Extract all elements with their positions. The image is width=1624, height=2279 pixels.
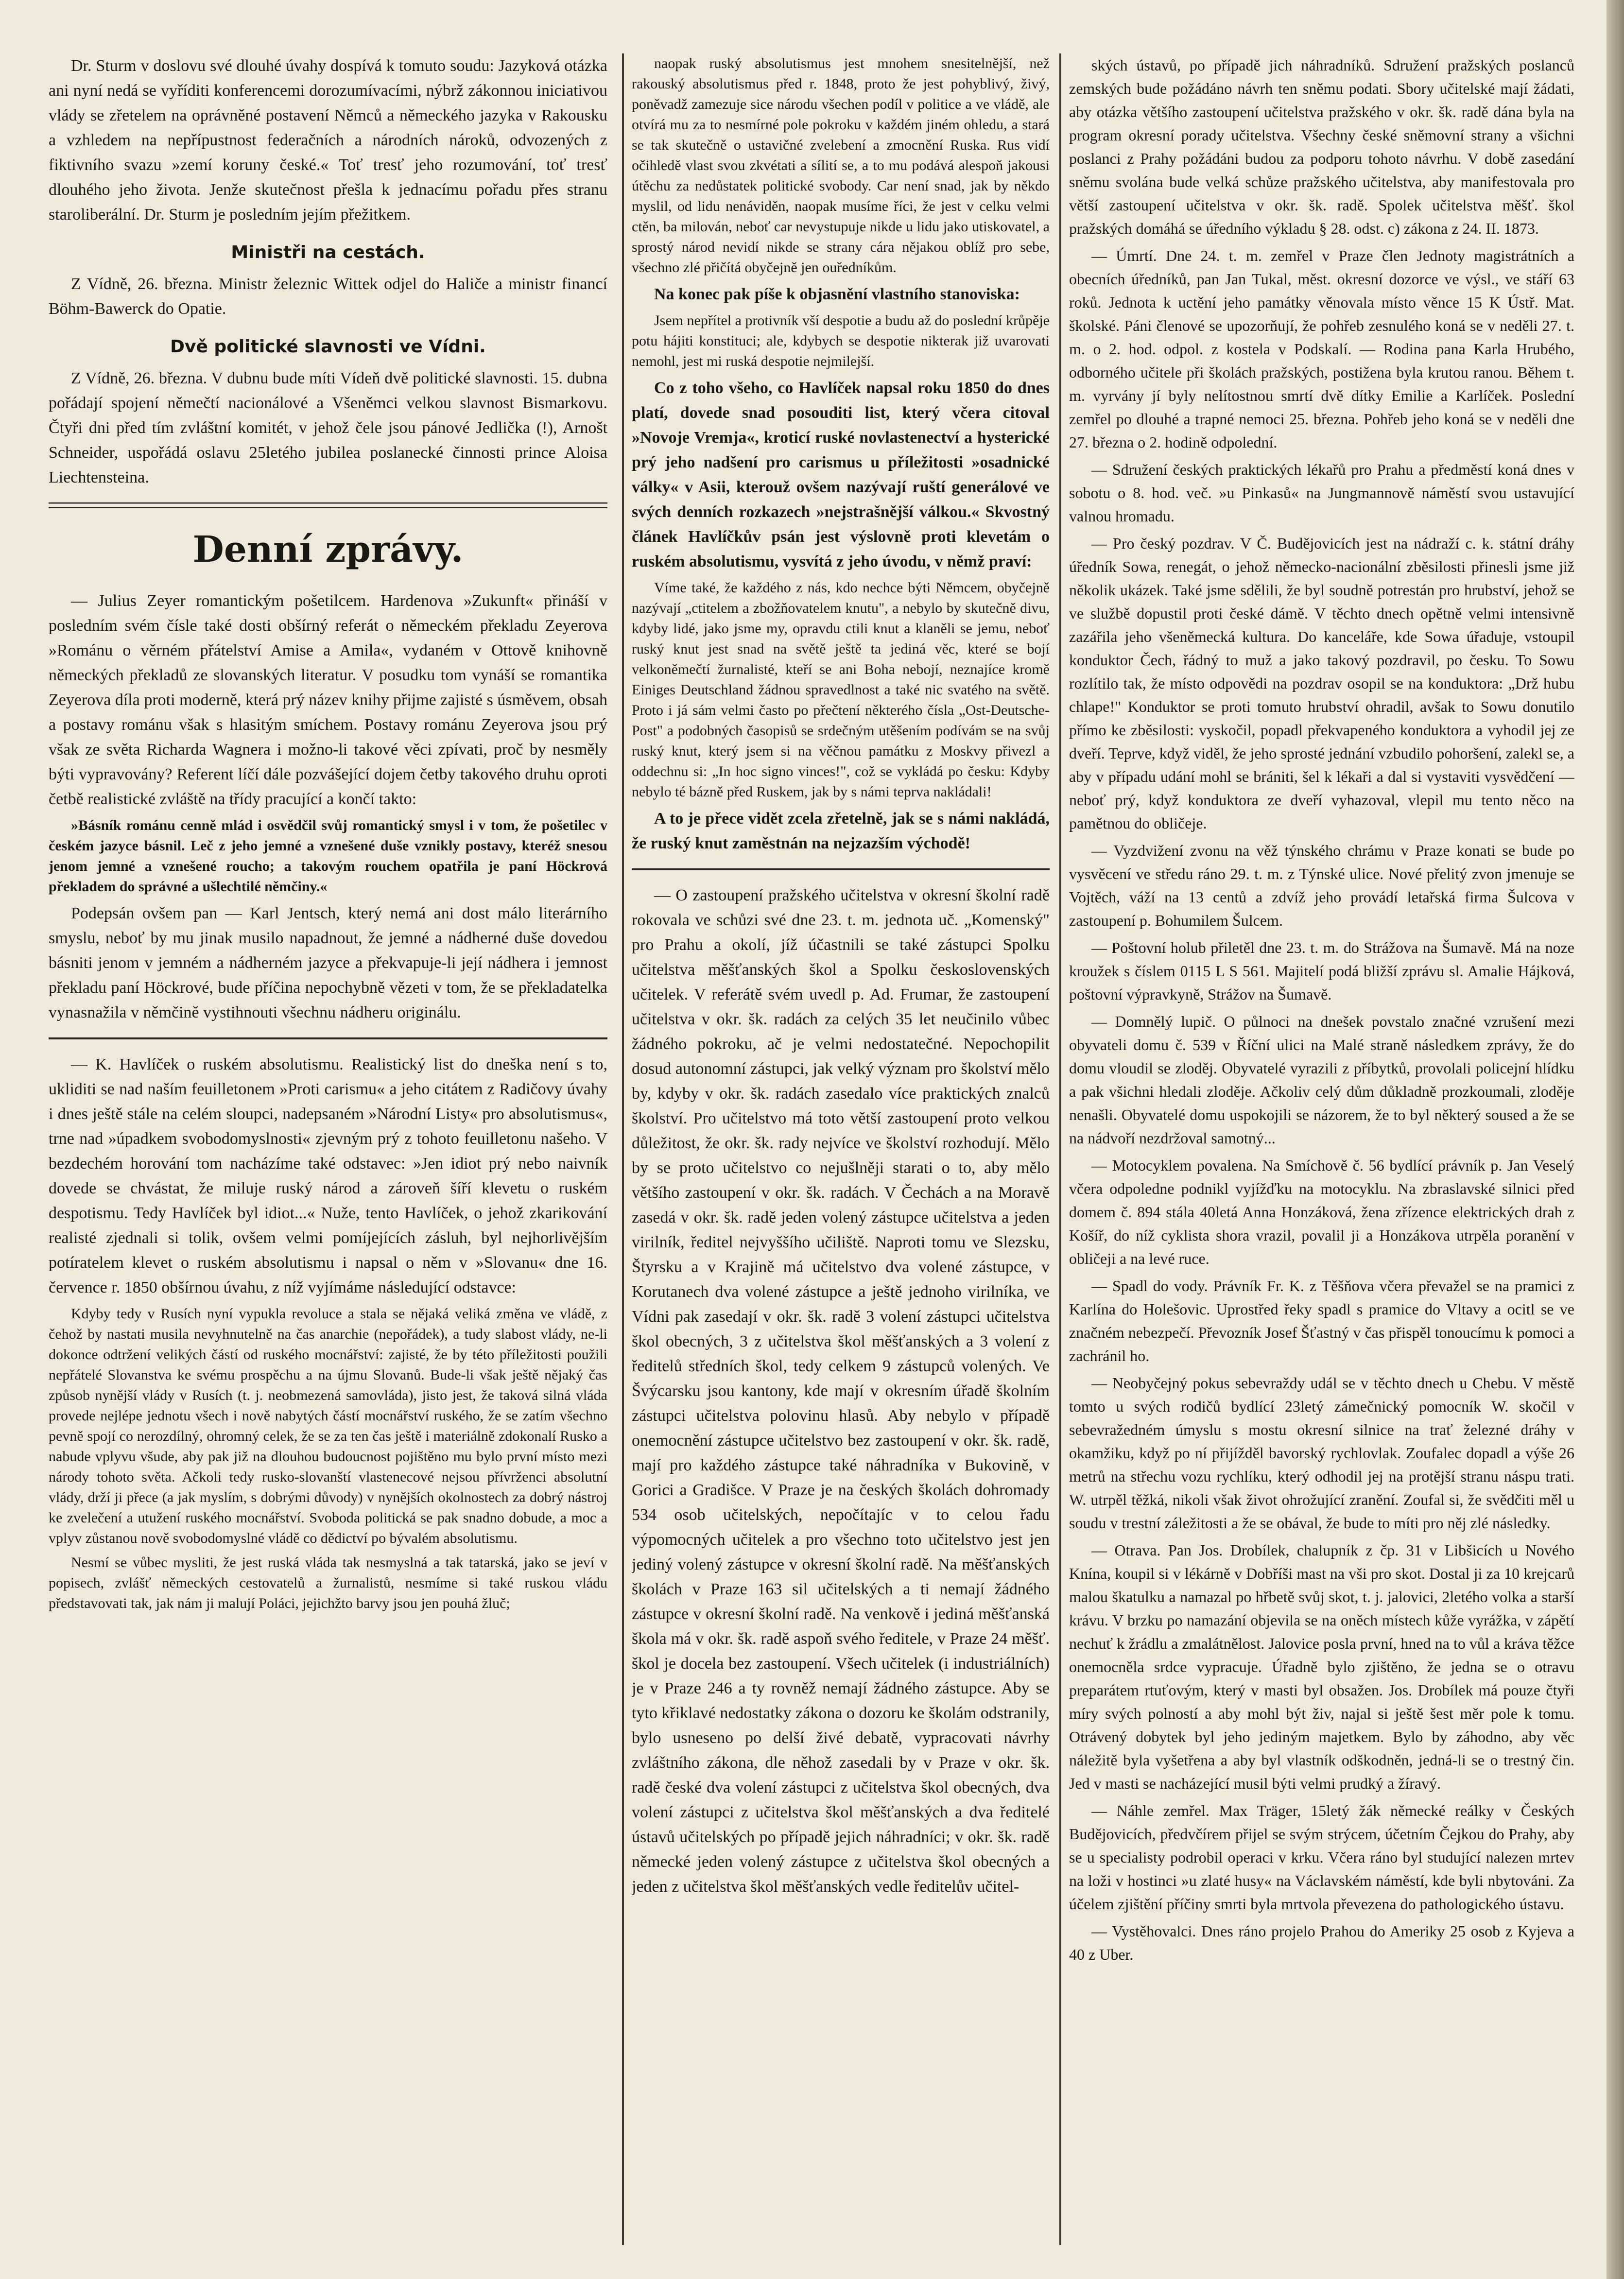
article-umrti: — Úmrtí. Dne 24. t. m. zemřel v Praze člen Jednoty magistrátních a obecních úředníků, pan Jan Tukal, měst. okresní dozorce ve výsl., ve stáří 63 roků. Jednota k uctění jeho památky věnovala místo věnce 15 K Ústř. Mat. školské. Páni členové se upozorňují, že pohřeb zesnulého koná se v neděli 27. t. m. o 2. hod. odpol. z kostela v Podskalí. — Rodina pana Karla Hrubého, odborného učitele při školách pražských, postižena byla krutou ranou. Během t. m. vyrvány jí byly nelítostnou smrtí dvě dítky Emilie a Karlíček. Poslední zemřel po dlouhé a trapné nemoci 25. března. Pohřeb jeho koná se v neděli dne 27. března o 2. hodině odpolední. [1069, 247, 1574, 451]
heading-slavnosti: Dvě politické slavnosti ve Vídni. [170, 337, 486, 357]
article-sebevrazda: — Neobyčejný pokus sebevraždy udál se v těchto dnech u Chebu. V městě tomto u svých rodičů bydlící 23letý zámečnický pomocník W. skočil v sebevražedném úmyslu s mostu okresní silnice na trať železné dráhy v okamžiku, když po ní přijížděl bavorský rychlovlak. Zoufalec dopadl a výše 26 metrů na střechu vozu rychlíku, který odhodil jej na protější stranu náspu trati. W. utrpěl těžká, nikoli však život ohrožující zranění. Zoufal si, že svědčiti měl u soudu v trestní záležitosti a že se obával, že bude to míti pro něj zlé následky. [1069, 1374, 1574, 1532]
article-holub: — Poštovní holub přiletěl dne 23. t. m. do Strážova na Šumavě. Má na noze kroužek s číslem 0115 L S 561. Majitelí podá bližší zprávu sl. Amalie Hájková, poštovní výpravkyně, Strážov na Šumavě. [1069, 939, 1574, 1003]
column-3 [1069, 53, 1574, 2250]
article-lekari: — Sdružení českých praktických lékařů pro Prahu a předměstí koná dnes v sobotu o 8. hod. več. »u Pinkasů« na Jungmannově náměstí svou ustavující valnou hromadu. [1069, 461, 1574, 525]
article-ministri: Z Vídně, 26. března. Ministr železnic Wittek odjel do Haliče a ministr financí Böhm-Bawerck do Opatie. [49, 275, 607, 318]
article-voda: — Spadl do vody. Právník Fr. K. z Těšňova včera převažel se na pramici z Karlína do Holešovic. Uprostřed řeky spadl s pramice do Vltavy a ocitl se ve značném nebezpečí. Převozník Josef Šťastný v čas přispěl tonoucímu k pomoci a zachránil ho. [1069, 1277, 1574, 1364]
article-otrava: — Otrava. Pan Jos. Drobílek, chalupník z čp. 31 v Libšicích u Nového Knína, koupil si v lékárně v Dobříši mast na vši pro skot. Dostal ji za 10 krejcarů malou škatulku a namazal po hřbetě svůj skot, t. j. jalovici, 2letého volka a starší krávu. V brzku po namazání objevila se na oněch místech kůže vyrážka, v zápětí nechuť k žrádlu a zmalátnělost. Jalovice posla první, hned na to vůl a kráva těžce onemocněla srdce vypracuje. Úřadně bylo zjištěno, že jedna se o otravu preparátem rtuťovým, který v masti byl obsažen. Jos. Drobílek má pouze čtyři míry svých polností a aby mohl být živ, najal si ještě šest měr pole k tomu. Otrávený dobytek byl jeho jediným majetkem. Bylo by záhodno, aby věc náležitě byla vyšetřena a aby byl vlastník odškodněn, jedná-li se o trestný čin. Jed v masti se nacházející musil býti velmi prudký a žíravý. [1069, 1541, 1574, 1792]
quote-havlicek-2: Nesmí se vůbec mysliti, že jest ruská vláda tak nesmyslná a tak tatarská, jako se jeví v popisech, zvlášť německých cestovatelů a žurnalistů, nesmíme si také ruskou vládu představovati tak, jak nám ji malují Poláci, jejichžto barvy jsou jen pouhá žluč; [49, 1554, 607, 1611]
column-1 [49, 53, 607, 2250]
quote-havlicek-1: Kdyby tedy v Rusích nyní vypukla revoluce a stala se nějaká veliká změna ve vládě, z čehož by nastati musila nevyhnutelně na čas anarchie (nepořádek), a tudy slabost vlády, ne-li dokonce odtržení velikých částí od ruského mocnářství: zajisté, že by této příležitosti použili nepřátelé Slovanstva ke svému prospěchu a na újmu Slovanů. Bude-li však ještě nějaký čas způsob nynější vlády v Rusích (t. j. neobmezená samovláda), jisto jest, že taková silná vláda provede nejlépe jednotu všech i nově nabytých částí mocnářství ruského, že se zatím všechno pevně spojí co nerozdílný, ohromný celek, že se za ten čas ještě i materiálně zdokonalí Rusko a nabude vplyvu všude, aby pak již na dlouhou budoucnost pojištěno mu bylo první místo mezi národy tohoto světa. Ačkoli tedy rusko-slovanští vlastenecové nejsou přívrženci absolutní vlády, drží ji přece (a jak myslím, s dobrými důvody) v nynějších okolnostech za dobrý nástroj ke zvelečení a utužení ruského mocnářství. Svoboda politická se pak snadno dobude, a moc a vplyv zůstanou nově svobodomyslné vládě co dědictví po bývalém absolutismu. [49, 1306, 607, 1546]
article-slavnosti: Z Vídně, 26. března. V dubnu bude míti Vídeň dvě politické slavnosti. 15. dubna pořádají spojení němečtí nacionálové a Všeněmci velkou slavnost Bismarkovu. Čtyři dni před tím zvláštní komitét, v jehož čele jsou pánové Jedlička (!), Arnošt Schneider, uspořádá oslavu 25letého jubilea poslanecké činnosti prince Aloisa Liechtensteina. [49, 369, 607, 486]
article-cesky-pozdrav: — Pro český pozdrav. V Č. Budějovicích jest na nádraží c. k. státní dráhy úředník Sowa, renegát, o jehož německo-nacionální zběsilosti přinesli jsme již několik ukázek. Také jsme sdělili, že byl soudně potrestán pro hrubství, jehož se ve službě dopustil proti české dámě. V těchto dnech opětně velmi intensivně zazářila jeho všeněmecká kultura. Do kanceláře, kde Sowa úřaduje, vstoupil konduktor Čech, řádný to muž a jako takový pozdravil, po česku. To Sowu rozlítilo tak, že místo odpovědi na pozdrav osopil se na konduktora: „Drž hubu chlape!" Konduktor se proti tomuto hrubství ohradil, avšak to Sowu donutilo přímo ke zběsilosti: vyskočil, popadl překvapeného konduktora a vyhodil jej ze dveří. Teprve, když viděl, že jeho sprosté jednání vzbudilo pohoršení, zalekl se, a aby v případu udání mohl se brániti, šel k lékaři a dal si vystaviti vysvědčení — neboť prý, když konduktora ze dveří vyhazoval, vlepil mu tento něco na pamětnou do obličeje. [1069, 535, 1574, 832]
article-vystehovalci: — Vystěhovalci. Dnes ráno projelo Prahou do Ameriky 25 osob z Kyjeva a 40 z Uber. [1069, 1922, 1574, 1963]
quote-havlicek-3: naopak ruský absolutismus jest mnohem snesitelnější, než rakouský absolutismus před r. 1848, proto že jest pohyblivý, živý, poněvadž zamezuje sice národu všechen podíl v politice a ve vládě, ale otvírá mu za to nesmírné pole pokroku v každém jiném ohledu, a stará se tak skutečně o ustavičné zvelebení a zmocnění Ruska. Rus vidí očihledě vlast svou zkvétati a sílití se, a to mu podává alespoň jakousi útěchu za nedůstatek politické svobody. Car není snad, jak by někdo myslil, od lidu nenáviděn, naopak musíme říci, že jest v celku velmi ctěn, ba milován, neboť car nevystupuje nikde u lidu jako utiskovatel, a sprostý národ nevidí nikde se strany cára nějakou oblíž pro sebe, všechno zlé přičítá obyčejně jen ouředníkům. [632, 55, 1050, 276]
section-divider [49, 502, 607, 508]
heading-ministri: Ministři na cestách. [231, 242, 425, 262]
article-vychod: A to je přece vidět zcela zřetelně, jak se s námi nakládá, že ruský knut zaměstnán na nejzazším východě! [632, 810, 1050, 852]
article-zeyer: — Julius Zeyer romantickým pošetilcem. Hardenova »Zukunft« přináší v posledním svém čísle také dosti obšírný referát o německém překladu Zeyerova »Románu o věrném přátelství Amise a Amila«, vydaném v Ottově knihovně německých překladů ze slovanských literatur. V posudku tom vynáší se romantika Zeyerova díla proti moderně, která prý název knihy přijme zajisté s úsměvem, obsah a postavy románu však s hlasitým smíchem. Postavy románu Zeyerova jsou prý však ze světa Richarda Wagnera i možno-li takové věci zpívati, proč by nesměly býti vypravovány? Referent líčí dále pozvášející dojem četby takového druhu oproti četbě realistické zvláště na třídy pracující a končí takto: [49, 592, 607, 808]
article-motocykl: — Motocyklem povalena. Na Smíchově č. 56 bydlící právník p. Jan Veselý včera odpoledne podnikl vyjížďku na motocyklu. Na zbraslavské silnici před domem č. 894 stála 40letá Anna Honzáková, žena zřízence elektrických drah z Košíř, do níž cyklista shora vrazil, povalil ji a Honzákova utrpěla poranění v obličeji a na levé ruce. [1069, 1157, 1574, 1267]
article-stanovisko: Na konec pak píše k objasnění vlastního stanoviska: [654, 285, 1020, 303]
article-lupic: — Domnělý lupič. O půlnoci na dnešek povstalo značné vzrušení mezi obyvateli domu č. 539 v Říční ulici na Malé straně následkem zprávy, že do domu vloudil se zloděj. Obyvatelé vyrazili z příbytků, provolali policejní hlídku a pak všichni hledali zloděje. Ačkoliv celý dům důkladně prozkoumali, zloděje nenašli. Obyvatelé domu uspokojili se názorem, že to byl některý soused a že se na nádvoří nezdržoval samotný... [1069, 1013, 1574, 1147]
article-zvon: — Vyzdvižení zvonu na věž týnského chrámu v Praze konati se bude po vysvěcení ve středu ráno 29. t. m. z Týnské ulice. Nové přelitý zvon jmenuje se Vojtěch, váží na 13 centů a zdvíž jeho provádí letařská firma Šulcova v zastoupení p. Bohumilem Šulcem. [1069, 842, 1574, 929]
article-divider [632, 868, 1050, 870]
article-sturm: Dr. Sturm v doslovu své dlouhé úvahy dospívá k tomuto soudu: Jazyková otázka ani nyní nedá se vyříditi konferencemi dorozumívacími, nýbrž zákonnou iniciativou vlády se zřetelem na oprávněné postavení Němců a německého jazyka v Rakousku a vzhledem na nepřípustnost federačních a národních nároků, odvozených z fiktivního svazu »zemí koruny české.« Toť tresť jeho rozumování, toť tresť dlouhého jeho života. Jenže skutečnost přešla k jednacímu pořadu přes stranu staroliberální. Dr. Sturm je posledním jejím přežitkem. [49, 57, 607, 224]
article-nahle-zemrel: — Náhle zemřel. Max Träger, 15letý žák německé reálky v Českých Budějovicích, předvčírem přijel se svým strýcem, účetním Čejkou do Prahy, aby se u specialisty podrobil operaci v krku. Včera ráno byl studující nalezen mrtev na loži v hostinci »u zlaté husy« na Václavském náměstí, kde byli nbytováni. Za účelem zjištění příčiny smrti byla mrtvola převezena do pathologického ústavu. [1069, 1802, 1574, 1913]
article-divider [49, 1037, 607, 1039]
article-havlicek: — K. Havlíček o ruském absolutismu. Realistický list do dneška není s to, ukliditi se nad naším feuilletonem »Proti carismu« a jeho citátem z Radičovy úvahy i dnes ještě stále na celém sloupci, nadepsaném »Národní Listy« pro absolutismus«, trne nad »úpadkem svobodomyslnosti« zjevným prý z tohoto feuilletonu našeho. V bezdechém horování tom nacházíme také odstavec: »Jen idiot prý nebo naivník dovede se chvástat, že miluje ruský národ a zároveň šíří klevetu o ruském despotismu. Tedy Havlíček byl idiot...« Nuže, tento Havlíček, o jehož zkarikování realisté zjednali si tolik, ovšem velmi pomíjejících zásluh, byl nejhorlivějším potíratelem klevet o ruském absolutismu i napsal o něm v »Slovanu« dne 16. července r. 1850 obšírnou úvahu, z níž vyjímáme následující odstavce: [49, 1055, 607, 1296]
quote-zeyer: »Básník románu cenně mlád i osvědčil svůj romantický smysl i v tom, že pošetilec v českém jazyce básnil. Leč z jeho jemné a vznešené duše vznikly postavy, kteréž snesou jenom jemné a vznešené roucho; a takovým rouchem opatřila je paní Höckrová překladem do správné a ušlechtilé němčiny.« [49, 817, 607, 895]
page-edge [1607, 0, 1624, 2279]
column-rule-2 [1059, 53, 1061, 2245]
article-jentsch: Podepsán ovšem pan — Karl Jentsch, který nemá ani dost málo literárního smyslu, neboť by mu jinak musilo napadnout, že jemné a nádherné duše dovedou básniti jenom v jemném a nádherném jazyce a překvapuje-li její nádhera i jemnost překladu paní Höckrové, bude příčina nepochybně vězeti v tom, že se překladatelka vynasnažila v němčině vystihnouti všechnu nádheru originálu. [49, 904, 607, 1021]
column-2 [632, 53, 1050, 2250]
article-ucitelstvo: — O zastoupení pražského učitelstva v okresní školní radě rokovala ve schůzi své dne 23. t. m. jednota uč. „Komenský" pro Prahu a okolí, jíž účastnili se také zástupci Spolku učitelstva měšťanských škol a Spolku československých učitelek. V referátě svém uvedl p. Ad. Frumar, že zastoupení učitelstva v okr. šk. radách za celých 35 let neučinilo vůbec žádného pokroku, ač je velmi nedostatečné. Nepochopilit dosud autonomní zástupci, jak velký význam pro školství mělo by, kdyby v okr. šk. radách zasedalo více praktických znalců školství. Pro učitelstvo má toto větší zastoupení proto velkou důležitost, že okr. šk. rady nejvíce ve školství rozhodují. Mělo by se proto učitelstvo co nejušlněji starati o to, aby mělo většího zastoupení v okr. šk. radách. V Čechách a na Moravě zasedá v okr. šk. radě jeden volený zástupce učitelstva a jeden virilník, ředitel nejvyššího učiliště. Naproti tomu ve Slezsku, Štyrsku a v Krajině má učitelstvo dva volené zástupce, v Korutanech dva volené zástupce a ještě jednoho virilníka, ve Vídni pak zasedají v okr. šk. radě 3 volení zástupci učitelstva škol obecných, 3 z učitelstva škol měšťanských a 3 volení z ředitelů středních škol, tedy celkem 9 zástupců volených. Ve Švýcarsku jsou kantony, kde mají v okresním úřadě školním zástupci učitelstva polovinu hlasů. Aby nebylo v případě onemocnění zástupce učitelstvo bez zastoupení v okr. šk. radě, mají pro každého zástupce také náhradníka v Bukovině, v Gorici a Gradišce. V Praze je na českých školách dohromady 534 osob učitelských, nepočítajíc v to celou řadu výpomocných učitelek a pro všechno toto učitelstvo jest jen jediný volený zástupce v okresní školní radě. Na měšťanských školách v Praze 163 sil učitelských a ti nemají žádného zástupce v okresní školní radě. Na venkově i jediná měšťanská škola má v okr. šk. radě aspoň svého ředitele, v Praze 24 měšť. škol je docela bez zastoupení. Všech učitelek (i industriálních) je v Praze 246 a ty rovněž nemají žádného zástupce. Aby se tyto křiklavé nedostatky zákona o dozoru ke školám odstranily, bylo usneseno po delší živé debatě, vypracovati návrhy zvláštního zákona, dle něhož zasedali by v Praze v okr. šk. radě české dva volení zástupci z učitelstva škol obecných, dva volení zástupci z učitelstva škol měšťanských a dva ředitelé ústavů učitelských po případě jejich náhradníci; v okr. šk. radě německé jeden volený zástupce z učitelstva škol obecných a jeden z učitelstva škol měšťanských vedle ředitelův učitel- [632, 886, 1050, 1896]
heading-denni-zpravy: Denní zprávy. [192, 529, 464, 570]
article-ucitelstvo-cont: ských ústavů, po případě jich náhradníků. Sdružení pražských poslanců zemských bude požádáno návrh ten sněmu podati. Sbory učitelské mají žádati, aby otázka většího zastoupení učitelstva pražského v okr. šk. radě dána byla na program okresní porady učitelstva. Všechny české sněmovní strany a všichni poslanci z Prahy požádáni budou za podporu tohoto návrhu. V době zasedání sněmu svolána bude velká schůze pražského učitelstva, aby manifestovala pro větší zastoupení učitelstva v okr. šk. radě. Spolek učitelstva měšť. škol pražských domáhá se úředního výkladu § 28. odst. c) zákona z 24. II. 1873. [1069, 56, 1574, 237]
quote-despotie: Jsem nepřítel a protivník vší despotie a budu až do poslední krůpěje potu hájiti konstituci; ale, kdybych se despotie nikterak již uvarovati nemohl, jest mi ruská despotie nejmilejší. [632, 312, 1050, 369]
article-novoje-vremja: Co z toho všeho, co Havlíček napsal roku 1850 do dnes platí, dovede snad posouditi list, který včera citoval »Novoje Vremja«, kroticí ruské novlastenectví a hysterické prý jeho nadšení pro carismus u příležitosti »osadnické války« v Asii, kterouž ovšem nazývají ruští generálové ve svých denních rozkazech »nejstrašnější válkou.« Skvostný článek Havlíčkův psán jest výslovně proti klevetám o ruském absolutismu, vysvítá z jeho úvodu, v němž praví: [632, 379, 1050, 570]
column-rule-1 [622, 53, 624, 2245]
quote-knut: Víme také, že každého z nás, kdo nechce býti Němcem, obyčejně nazývají „ctitelem a zbožňovatelem knutu", a nebylo by skutečně divu, kdyby lidé, jako jsme my, opravdu ctili knut a klaněli se jemu, neboť ruský knut jest snad na světě ještě ta jediná věc, které se bojí velkoněmečtí žurnalisté, kteří se ani Boha nebojí, neznajíce kromě Einiges Deutschland žádnou spravedlnost a také nic svatého na světě. Proto i já sám velmi často po přečtení některého čísla „Ost-Deutsche-Post" a podobných časopisů se srdečným utěšením podívám se na svůj ruský knut, který jsem si na věčnou památku z Moskvy přivezl a oddechnu si: „In hoc signo vinces!", což se vykládá po česku: Kdyby nebylo té bázně před Ruskem, jak by s námi teprva nakládali! [632, 580, 1050, 800]
